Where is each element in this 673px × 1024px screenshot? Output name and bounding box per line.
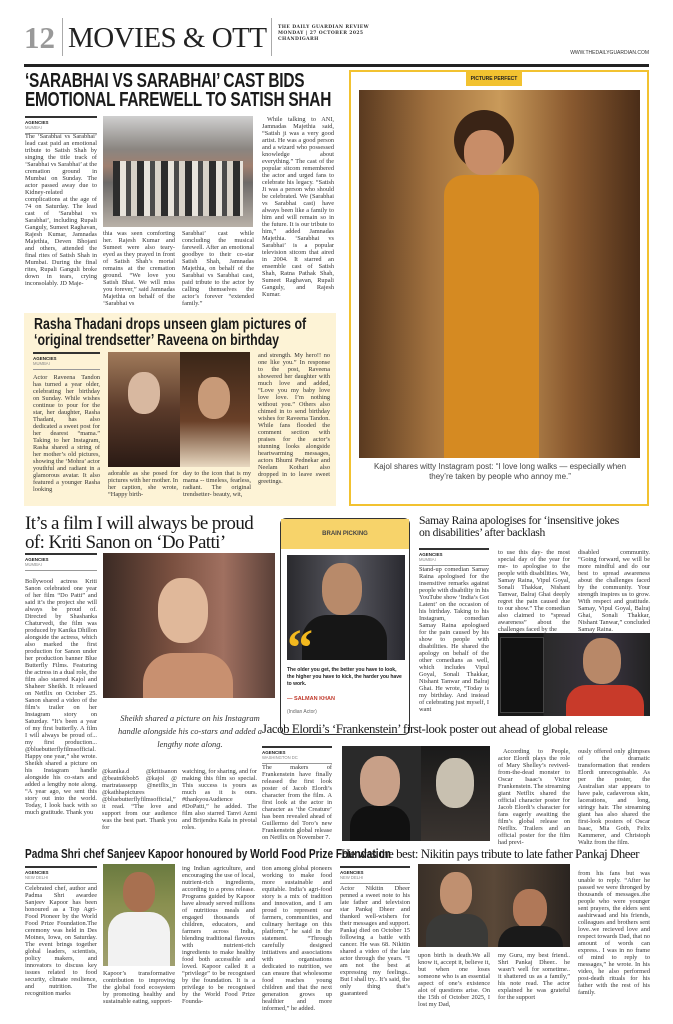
quote-author: — SALMAN KHAN — [287, 696, 335, 702]
article-text: and strength. My hero!! no one like you.” In response to the post, Raveena showered her daughter with much love and added, “Love you my baby love love love. I’m nothing without you.” Others also chimed in to send birthday wishes for Raveena Tandon. While fans flooded the comment section with praises for the actor’s stunning looks alongside heartwarming messages, actors Bhumi Pednekar and Neelam Kothari also dropped in to leave sweet greetings. — [258, 352, 330, 485]
quote-text: The older you get, the better you have to look, the higher you have to kick, the harder you have to work. — [287, 667, 402, 687]
kriti-headline: It’s a film I will always be proud of: Kriti Sanon on ‘Do Patti’ — [25, 513, 254, 553]
article-text: from his fans but was unable to reply. “After he passed we were thronged by thousands of messages..the people who were younger sent prayers, the elders sent aashirwaad and his friends, colleagues and brothers sent love..we recieved love and respect towards Dad, that no amount of words can express.. I was in no frame of mind to reply to messages,” he wrote. In his video, he also performed post-death rituals for his father with the rest of his family. — [578, 870, 650, 996]
article-text: my Guru, my best friend.. Shri Pankaj Dheer.. he wasn’t well for sometime.. it shattered us as a family,” his note read. The actor explained he was grateful for the support — [498, 952, 570, 1001]
byline: AGENCIES WASHINGTON DC — [262, 746, 332, 764]
samay-headline: Samay Raina apologises for ‘insensitive jokes on disabilities’ after backlash — [419, 514, 619, 539]
article-text: tion among global pioneers working to make food more sustainable and equitable. India’s agri-food story is a mix of tradition and innovation, and I am proud to represent our farmers, communities, and culinary heritage on this platform,” he said in the statement. “Through carefully designed initiatives and associations with organisations dedicated to nutrition, we can ensure that wholesome food reaches young children and that the next generation grows up healthier and more informed,” he added. — [262, 865, 332, 1012]
article-text: The ‘Sarabhai vs Sarabhai’ lead cast paid an emotional tribute to Satish Shah by singing the title track of ‘Sarabhai vs Sarabhai’ at the cremation ground in Mumbai on Sunday. The actor passed away due to Kidney-related complications at the age of 74 on Saturday. The lead cast of ‘Sarabhai vs Sarabhai’, including Rupali Ganguly, Sumeet Raghavan, Rajesh Kumar, Jamnadas Majethia, Deven Bhojani and others, attended the final rites of Satish Shah in Mumbai. During the final rites, Rupali Ganguli broke down in tears, crying inconsolably. JD Maje- — [25, 133, 97, 287]
edition-city: CHANDIGARH — [278, 37, 319, 42]
article-text: According to People, actor Elordi plays the role of Mary Shelley’s revived-from-the-dead monster to Oscar Isaac’s Victor Frankenstein. The streaming giant Netflix shared the official character poster for Jacob Elordi’s character for fans eagerly awaiting the film’s global release on Netflix. Trailers and an official poster for the film had previ- — [498, 748, 570, 846]
cremation-photo — [103, 116, 253, 227]
article-text: @kanika.d @kritisanon @beatnikbob5 @kajol @ martratassepp @netflix_in @kathhapictures @bluebutterflyfilmsofficial,” it read. “The love and support from our audience was the best part. Thank you for — [102, 768, 177, 831]
quote-author-role: (Indian Actor) — [287, 709, 317, 715]
header-rule — [24, 64, 649, 67]
issue-date: MONDAY | 27 OCTOBER 2025 — [278, 31, 364, 36]
photo-caption: Kapoor’s transformative contribution to improving the global food ecosystem by promoting healthy and sustainable eating, support- — [103, 970, 175, 1005]
samay-apology-photo — [498, 633, 650, 716]
photo-caption: Sheikh shared a picture on his Instagram handle alongside his co-stars and added a lengthy note along. — [117, 713, 263, 749]
raveena-photo-left — [108, 352, 180, 467]
article-text: ing Indian agriculture, and encouraging the use of local, nutrient-rich ingredients, according to a press release. Programs guided by Kapoor have already served millions of nutritious meals and engaged thousands of children, educators, and farmers across India, blending traditional flavours with nutrient-rich ingredients to make healthy food both accessible and loved. Kapoor called it a “privilege” to be recognised by the foundation. It is a privilege to be recognised by the World Food Prize Founda- — [182, 865, 255, 1005]
rasha-headline: Rasha Thadani drops unseen glam pictures of ‘original trendsetter’ Raveena on birthday — [34, 316, 307, 349]
picture-perfect-box — [349, 70, 649, 506]
article-text: Bollywood actress Kriti Sanon celebrated one year of her film “Do Patti” and said it’s the project she will always be proud of. Directed by Shashanka Chaturvedi, the film was produced by Kanika Dhillon alongside the actress, which also marked the first production for Sanon under her production banner Blue Butterfly Films. Featuring the actress in a dual role, the film also starred Kajol and Shaheer Sheikh. It released on Netflix on October 25. Sanon shared a video of the film’s trailer on her Instagram story on Saturday. “It’s been a year of my first butterfly. A film I will always be proud of... my first production... @bluebutterflyfilmsofficial. Happy one year,” she wrote. Sheikh shared a picture on his Instagram handle alongside his co-stars and added a lengthy note along. “A year ago, we sent this story out into the world. Today, I look back with so much gratitude. Thank you — [25, 578, 97, 816]
article-text: watching, for sharing, and for making this film so special. This success is yours as much as it is ours. #thankyouAudience #DoPatti,” he added. The film also starred Tanvi Azmi and Brijendra Kala in pivotal roles. — [182, 768, 257, 831]
instagram-story-screenshot — [500, 637, 544, 713]
article-text: ously offered only glimpses of the dramatic transformation that renders Elordi unrecognisable. As per the poster, the Australian star appears to have pale, cadaverous skin, lacerations, and long, stringy hair. The streaming giant has also shared the first-look posters of Oscar Isaac, Mia Goth, Felix Kammerer, and Christoph Waltz from the film. — [578, 748, 650, 846]
jacob-headline: Jacob Elordi’s ‘Frankenstein’ first-look poster out ahead of global release — [262, 722, 608, 736]
section-title: MOVIES & OTT — [68, 22, 267, 54]
byline: AGENCIES NEW DELHI — [340, 866, 410, 884]
article-text: Actor Nikitin Dheer penned a sweet note to his late father and television star Pankaj Dheer and thanked well-wishers for their messages and support. Pankaj died on October 15 following a battle with cancer. He was 68. Nikitin shared a video of the late actor through the years. “I am not the best at expressing my feelings.. But I shall try.. It’s said, the only thing that’s guaranteed — [340, 885, 410, 997]
divider — [271, 18, 272, 56]
article-text: disabled community. “Going forward, we will be more mindful and do our best to spread awareness about the challenges faced by the community. Your strength inspires us to grow. With respect and gratitude. Samay, Vipul Goyal, Balraj Ghai, Sonali Thakkar, Nishant Tanwar,” concluded Samay Raina. — [578, 549, 650, 633]
article-text: Actor Raveena Tandon has turned a year older, celebrating her birthday on Sunday. While wishes continue to pour for the star, her daughter, Rasha Thadani, has also dedicated a sweet post for her dearest “mama.” Taking to her Instagram, Rasha shared a string of her mother’s old pictures, showing the ‘Mohra’ actor youthful and radiant in a glamorous avatar. It also featured a younger Rasha looking — [33, 374, 100, 493]
byline: AGENCIES MUMBAI — [25, 553, 97, 571]
article-text: thia was seen comforting her. Rajesh Kumar and Sumeet were also teary-eyed as they prayed in front of Satish Shah’s mortal remains at the cremation ground. “We love you Satish Bhai. We will miss you forever,” said Jamnadas Majethia on behalf of the ‘Sarabhai vs — [103, 230, 175, 307]
nikitin-pankaj-photo — [418, 864, 570, 947]
article-text: upon birth is death.We all know it, accept it, believe it, but when one loses someone who is an essential aspect of one’s existence alot of questions arise. On the 15th of October 2025, I lost my Dad, — [418, 952, 490, 1008]
raveena-photo-right — [180, 352, 250, 467]
frankenstein-creature-photo — [421, 746, 490, 841]
brain-picking-box — [280, 518, 410, 735]
byline: AGENCIES MUMBAI — [25, 116, 97, 134]
kriti-photo — [103, 553, 275, 698]
article-text: Sarabhai’ cast while concluding the musical farewell. After an emotional goodbye to their co-star Satish Shah, Jamnadas Majethia, on behalf of the Sarabhai vs Sarabhai cast, paid tribute to the actor by calling themselves the actor’s forever “extended family.” — [182, 230, 254, 307]
section-label: BRAIN PICKING — [281, 519, 409, 549]
paper-name: THE DAILY GUARDIAN REVIEW — [278, 25, 370, 30]
sarabhai-headline: ‘SARABHAI VS SARABHAI’ CAST BIDS EMOTIONAL FAREWELL TO SATISH SHAH — [25, 70, 332, 111]
article-text: While talking to ANI, Jamnadas Majethia said, “Satish ji was a very good artist. He was a good person and a wizard who possessed knowledge about everything.” The cast of the popular sitcom remembered the actor and urged fans to celebrate his legacy. “Satish Ji was a person who should be celebrated. We (Sarabhai vs Sarabhai cast) have always been like a family to him and will remain so in the future. It is our tribute to him,” added Jamnadas Majethia. ‘Sarabhai vs Sarabhai’ is a popular television sitcom that aired in 2004. It starred an ensemble cast of Satish Shah, Ratna Pathak Shah, Sumeet Raghavan, Rupali Ganguly, and Rajesh Kumar. — [262, 116, 334, 298]
article-text: to use this day- the most special day of the year for me- to apologise to the people with disabilities. We, Samay Raina, Vipul Goyal, Sonali Thakkar, Nishant Tanwar, Balraj Ghai deeply regret the pain caused due to our show.” The comedian also claimed to “spread awareness” about the challenges faced by the — [498, 549, 570, 633]
article-text: adorable as she posed for pictures with her mother. In her caption, she wrote, “Happy birth- — [108, 470, 178, 498]
nikitin-headline: He was the best: Nikitin pays tribute to late father Pankaj Dheer — [341, 847, 640, 861]
page-number: 12 — [24, 20, 55, 55]
section-label: PICTURE PERFECT — [466, 72, 522, 86]
byline: AGENCIES MUMBAI — [33, 352, 100, 370]
kajol-photo — [359, 90, 640, 458]
byline: AGENCIES NEW DELHI — [25, 866, 97, 884]
quote-icon: “ — [287, 620, 313, 677]
sanjeev-kapoor-photo — [103, 864, 175, 966]
jacob-elordi-photo — [342, 746, 421, 841]
article-text: Stand-up comedian Samay Raina apologised for the insensitive remarks against people with disability in his YouTube show ‘India’s Got Latent’ on the occasion of his birthday. Taking to his Instagram, comedian Samay Raina apologised for the pain caused by his show to people with disabilities. He shared the apology on behalf of the other comedians as well, which includes Vipul Goyal, Sonali Thakkar, Nishant Tanwar and Balraj Ghai. He wrote, “Today is my birthday. And instead of celebrating just myself, I want — [419, 566, 489, 713]
article-text: Celebrated chef, author and Padma Shri awardee Sanjeev Kapoor has been honoured as a Top Agri-Food Pioneer by the World Food Prize Foundation.The ceremony was held in Des Moines, Iowa, on Saturday. The event brings together global leaders, scientists, policy makers, and innovators to discuss key issues related to food security, climate resilience, and nutrition. The recognition marks — [25, 885, 97, 997]
article-text: The makers of Frankenstein have finally released the first look poster of Jacob Elordi’s character from the film. A first look at the actor in character as ‘the Creature’ has been revealed ahead of Guillermo del Toro’s new Frankenstein global release on Netflix on November 7. — [262, 764, 332, 841]
photo-caption: Kajol shares witty Instagram post: “I love long walks — especially when they’re taken by people who annoy me.” — [373, 462, 627, 481]
divider — [62, 18, 63, 56]
byline: AGENCIES MUMBAI — [419, 548, 489, 566]
masthead — [24, 18, 649, 64]
padma-headline: Padma Shri chef Sanjeev Kapoor honoured by World Food Prize Foundation — [25, 846, 391, 861]
website-link[interactable]: WWW.THEDAILYGUARDIAN.COM — [570, 50, 649, 56]
article-text: day to the icon that is my mama -- timeless, fearless, radiant. The original trendsetter- beauty, wit, — [183, 470, 251, 498]
